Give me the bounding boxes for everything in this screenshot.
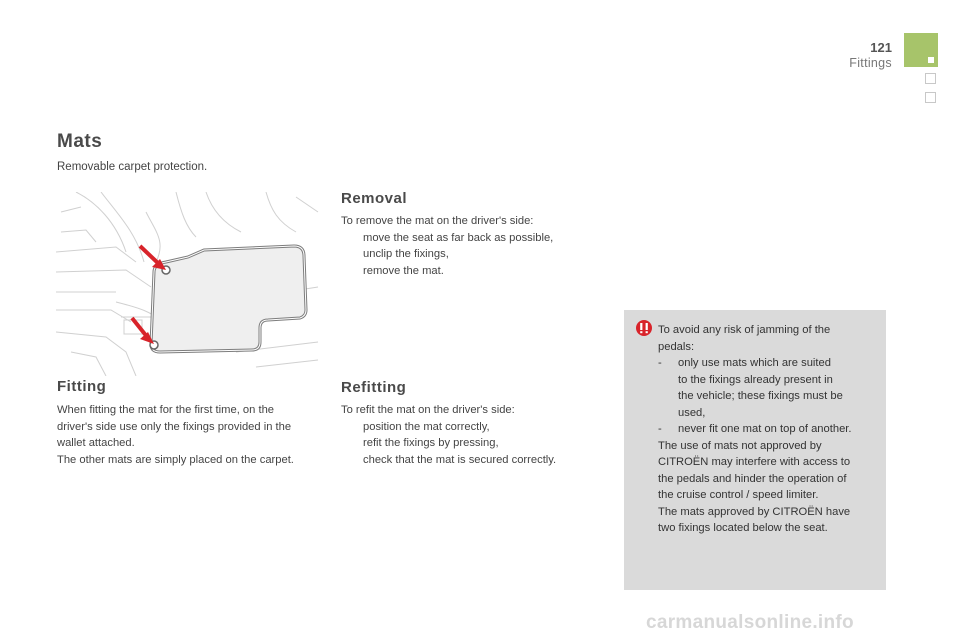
warning-line: The mats approved by CITROËN have [658, 505, 851, 518]
chapter-tab-empty-1[interactable] [925, 73, 936, 84]
mat-fixing-illustration [56, 192, 320, 376]
warning-item: - never fit one mat on top of another. [658, 421, 880, 438]
warning-text [658, 322, 880, 537]
fitting-heading: Fitting [57, 378, 107, 395]
intro-text: Removable carpet protection. [57, 161, 208, 173]
refitting-steps [341, 419, 621, 469]
warning-intro: To avoid any risk of jamming of the [658, 324, 831, 336]
warning-line: CITROËN may interfere with access to [658, 456, 851, 468]
fitting-text [57, 402, 327, 468]
list-item: remove the mat. [363, 264, 444, 277]
watermark: carmanualsonline.info [646, 612, 854, 633]
fitting-line: driver's side use only the fixings provided in the [57, 420, 292, 433]
removal-heading: Removal [341, 190, 408, 207]
upper-arrow-icon [140, 246, 166, 270]
fitting-line: wallet attached. [57, 437, 135, 449]
page-number: 121 [870, 40, 892, 55]
floor-mat-shape [151, 246, 306, 352]
removal-text [341, 213, 611, 279]
refitting-intro: To refit the mat on the driver's side: [341, 404, 515, 416]
chapter-tab-empty-2[interactable] [925, 92, 936, 103]
chapter-tab-marker [928, 57, 934, 63]
warning-item: - only use mats which are suited to the fixings already present in the vehicle; these fixings must be used, [658, 357, 843, 419]
fitting-line: The other mats are simply placed on the carpet. [57, 453, 294, 466]
warning-intro: pedals: [658, 340, 695, 353]
refitting-heading: Refitting [341, 379, 407, 396]
section-title: Fittings [849, 56, 892, 70]
removal-intro: To remove the mat on the driver's side: [341, 215, 534, 227]
list-item: unclip the fixings, [363, 248, 449, 260]
chapter-tab[interactable] [904, 33, 938, 67]
page-heading: Mats [57, 131, 103, 152]
warning-line: the pedals and hinder the operation of [658, 472, 847, 485]
dash-marker: - [658, 423, 662, 435]
list-item: refit the fixings by pressing, [363, 437, 499, 449]
refitting-text [341, 402, 621, 468]
list-item: move the seat as far back as possible, [363, 231, 554, 244]
list-item: position the mat correctly, [363, 420, 490, 433]
dash-marker: - [658, 357, 662, 369]
list-item: check that the mat is secured correctly. [363, 453, 557, 466]
fitting-line: When fitting the mat for the first time, on the [57, 404, 275, 416]
warning-icon [635, 319, 653, 337]
warning-line: the cruise control / speed limiter. [658, 489, 819, 501]
warning-line: The use of mats not approved by [658, 439, 822, 452]
removal-steps [341, 230, 611, 280]
warning-line: two fixings located below the seat. [658, 522, 828, 534]
